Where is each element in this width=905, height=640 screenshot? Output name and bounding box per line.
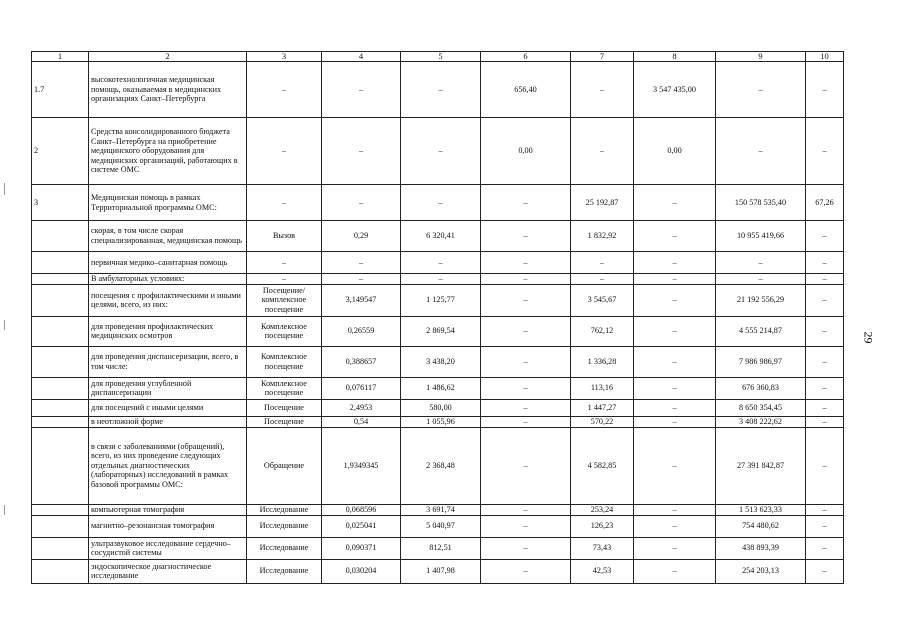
value-cell: – — [634, 252, 716, 274]
unit-cell: – — [247, 274, 322, 285]
row-number-cell — [32, 252, 89, 274]
value-cell: – — [571, 274, 634, 285]
value-cell: 113,16 — [571, 377, 634, 399]
column-header: 1 — [32, 52, 89, 62]
value-cell: – — [481, 284, 571, 316]
description-cell: в неотложной форме — [89, 416, 247, 427]
value-cell: – — [481, 274, 571, 285]
unit-cell: Вызов — [247, 221, 322, 252]
value-cell: – — [634, 377, 716, 399]
unit-cell: – — [247, 185, 322, 221]
value-cell: 1 447,27 — [571, 399, 634, 416]
value-cell: – — [806, 537, 844, 559]
value-cell: – — [481, 346, 571, 377]
value-cell: 6 320,41 — [401, 221, 481, 252]
value-cell: 253,24 — [571, 504, 634, 515]
value-cell: – — [716, 252, 806, 274]
value-cell: 676 360,83 — [716, 377, 806, 399]
value-cell: 4 582,85 — [571, 427, 634, 504]
value-cell: – — [571, 62, 634, 118]
margin-mark — [4, 505, 5, 515]
unit-cell: Комплексное посещение — [247, 377, 322, 399]
value-cell: – — [481, 221, 571, 252]
value-cell: – — [401, 185, 481, 221]
value-cell: 3 408 222,62 — [716, 416, 806, 427]
description-cell: компьютерная томография — [89, 504, 247, 515]
unit-cell: Комплексное посещение — [247, 346, 322, 377]
value-cell: 1 513 623,33 — [716, 504, 806, 515]
description-cell: для проведения профилактических медицинских осмотров — [89, 316, 247, 346]
margin-mark — [4, 320, 5, 330]
value-cell: 25 192,87 — [571, 185, 634, 221]
column-header: 5 — [401, 52, 481, 62]
value-cell: 3 545,67 — [571, 284, 634, 316]
value-cell: – — [481, 316, 571, 346]
description-cell: Медицинская помощь в рамках Территориальной программы ОМС: — [89, 185, 247, 221]
value-cell: – — [634, 515, 716, 537]
value-cell: 42,53 — [571, 559, 634, 583]
value-cell: 21 192 556,29 — [716, 284, 806, 316]
value-cell: – — [401, 252, 481, 274]
value-cell: – — [806, 221, 844, 252]
value-cell: 1 336,28 — [571, 346, 634, 377]
value-cell: 0,030204 — [322, 559, 401, 583]
row-number-cell — [32, 399, 89, 416]
column-header: 6 — [481, 52, 571, 62]
value-cell: 2 368,48 — [401, 427, 481, 504]
value-cell: 3 547 435,00 — [634, 62, 716, 118]
value-cell: – — [401, 118, 481, 185]
value-cell: 7 986 986,97 — [716, 346, 806, 377]
table-row — [32, 416, 844, 427]
table-row — [32, 515, 844, 537]
description-cell: посещения с профилактическими и иными целями, всего, из них: — [89, 284, 247, 316]
row-number-cell — [32, 274, 89, 285]
column-header: 9 — [716, 52, 806, 62]
value-cell: 0,388657 — [322, 346, 401, 377]
unit-cell: Посещение/ комплексное посещение — [247, 284, 322, 316]
row-number-cell — [32, 504, 89, 515]
value-cell: – — [806, 62, 844, 118]
description-cell: в связи с заболеваниями (обращений), всего, из них проведение следующих отдельных диагностических (лабораторных) исследований в рамках базовой программы ОМС: — [89, 427, 247, 504]
value-cell: 1 486,62 — [401, 377, 481, 399]
value-cell: – — [634, 427, 716, 504]
unit-cell: Посещение — [247, 399, 322, 416]
value-cell: 0,090371 — [322, 537, 401, 559]
table-row — [32, 559, 844, 583]
unit-cell: – — [247, 62, 322, 118]
value-cell: – — [806, 274, 844, 285]
row-number-cell: 1.7 — [32, 62, 89, 118]
value-cell: – — [481, 559, 571, 583]
value-cell: 126,23 — [571, 515, 634, 537]
value-cell: – — [716, 62, 806, 118]
value-cell: – — [806, 118, 844, 185]
value-cell: – — [806, 252, 844, 274]
value-cell: – — [634, 416, 716, 427]
unit-cell: Посещение — [247, 416, 322, 427]
table-row — [32, 504, 844, 515]
description-cell: В амбулаторных условиях: — [89, 274, 247, 285]
value-cell: – — [322, 62, 401, 118]
value-cell: 0,068596 — [322, 504, 401, 515]
table-row — [32, 316, 844, 346]
value-cell: – — [481, 377, 571, 399]
value-cell: – — [716, 274, 806, 285]
value-cell: – — [481, 185, 571, 221]
column-header: 2 — [89, 52, 247, 62]
description-cell: Средства консолидированного бюджета Санкт–Петербурга на приобретение медицинского оборудования для медицинских организаций, работающих в системе ОМС — [89, 118, 247, 185]
margin-mark — [4, 183, 5, 195]
value-cell: – — [634, 559, 716, 583]
value-cell: 656,40 — [481, 62, 571, 118]
value-cell: 0,00 — [634, 118, 716, 185]
value-cell: – — [322, 185, 401, 221]
value-cell: – — [481, 399, 571, 416]
value-cell: – — [322, 252, 401, 274]
description-cell: магнитно–резонансная томография — [89, 515, 247, 537]
table-row — [32, 537, 844, 559]
value-cell: 3,149547 — [322, 284, 401, 316]
value-cell: 0,025041 — [322, 515, 401, 537]
description-cell: скорая, в том числе скорая специализированная, медицинская помощь — [89, 221, 247, 252]
value-cell: 1 055,96 — [401, 416, 481, 427]
value-cell: 570,22 — [571, 416, 634, 427]
value-cell: 1 832,92 — [571, 221, 634, 252]
value-cell: – — [806, 515, 844, 537]
value-cell: 67,26 — [806, 185, 844, 221]
value-cell: – — [481, 504, 571, 515]
row-number-cell — [32, 416, 89, 427]
value-cell: 0,00 — [481, 118, 571, 185]
unit-cell: Исследование — [247, 504, 322, 515]
value-cell: – — [806, 377, 844, 399]
value-cell: – — [634, 504, 716, 515]
value-cell: – — [634, 221, 716, 252]
value-cell: 0,54 — [322, 416, 401, 427]
value-cell: 2,4953 — [322, 399, 401, 416]
value-cell: 438 893,39 — [716, 537, 806, 559]
value-cell: 0,076117 — [322, 377, 401, 399]
value-cell: – — [322, 274, 401, 285]
value-cell: – — [634, 346, 716, 377]
column-header: 4 — [322, 52, 401, 62]
value-cell: – — [634, 284, 716, 316]
value-cell: 812,51 — [401, 537, 481, 559]
value-cell: – — [806, 559, 844, 583]
row-number-cell — [32, 221, 89, 252]
table-row — [32, 252, 844, 274]
value-cell: 0,29 — [322, 221, 401, 252]
value-cell: – — [806, 504, 844, 515]
value-cell: 3 438,20 — [401, 346, 481, 377]
value-cell: 73,43 — [571, 537, 634, 559]
value-cell: – — [481, 537, 571, 559]
data-table — [31, 51, 844, 584]
description-cell: первичная медико–санитарная помощь — [89, 252, 247, 274]
row-number-cell — [32, 316, 89, 346]
value-cell: – — [481, 416, 571, 427]
unit-cell: – — [247, 118, 322, 185]
value-cell: – — [634, 316, 716, 346]
table-row — [32, 274, 844, 285]
value-cell: – — [806, 416, 844, 427]
column-header: 8 — [634, 52, 716, 62]
value-cell: 5 040,97 — [401, 515, 481, 537]
value-cell: – — [634, 274, 716, 285]
column-header: 10 — [806, 52, 844, 62]
value-cell: – — [634, 537, 716, 559]
value-cell: 3 691,74 — [401, 504, 481, 515]
value-cell: 4 555 214,87 — [716, 316, 806, 346]
value-cell: 580,00 — [401, 399, 481, 416]
unit-cell: Комплексное посещение — [247, 316, 322, 346]
row-number-cell — [32, 427, 89, 504]
value-cell: 8 650 354,45 — [716, 399, 806, 416]
table-row — [32, 284, 844, 316]
value-cell: – — [806, 427, 844, 504]
table-row — [32, 399, 844, 416]
table-row — [32, 427, 844, 504]
unit-cell: Исследование — [247, 515, 322, 537]
page-number: 29 — [861, 331, 876, 344]
value-cell: 1 125,77 — [401, 284, 481, 316]
header-row — [32, 52, 844, 62]
value-cell: 1 407,98 — [401, 559, 481, 583]
value-cell: 762,12 — [571, 316, 634, 346]
value-cell: – — [634, 399, 716, 416]
value-cell: 10 955 419,66 — [716, 221, 806, 252]
description-cell: для проведения диспансеризации, всего, в том числе: — [89, 346, 247, 377]
value-cell: – — [401, 62, 481, 118]
value-cell: 1,9349345 — [322, 427, 401, 504]
row-number-cell — [32, 515, 89, 537]
table-row — [32, 62, 844, 118]
value-cell: 2 869,54 — [401, 316, 481, 346]
unit-cell: Обращение — [247, 427, 322, 504]
table-row — [32, 221, 844, 252]
description-cell: для проведения углубленной диспансеризации — [89, 377, 247, 399]
value-cell: – — [571, 118, 634, 185]
value-cell: – — [634, 185, 716, 221]
value-cell: – — [806, 316, 844, 346]
table-row — [32, 118, 844, 185]
description-cell: эндоскопическое диагностическое исследование — [89, 559, 247, 583]
value-cell: – — [481, 427, 571, 504]
unit-cell: Исследование — [247, 537, 322, 559]
row-number-cell — [32, 346, 89, 377]
description-cell: для посещений с иными целями — [89, 399, 247, 416]
value-cell: – — [716, 118, 806, 185]
value-cell: 254 203,13 — [716, 559, 806, 583]
row-number-cell — [32, 284, 89, 316]
value-cell: – — [571, 252, 634, 274]
row-number-cell — [32, 537, 89, 559]
unit-cell: Исследование — [247, 559, 322, 583]
value-cell: – — [401, 274, 481, 285]
value-cell: – — [806, 399, 844, 416]
column-header: 7 — [571, 52, 634, 62]
value-cell: 150 578 535,40 — [716, 185, 806, 221]
row-number-cell: 3 — [32, 185, 89, 221]
value-cell: 27 391 842,87 — [716, 427, 806, 504]
description-cell: ультразвуковое исследование сердечно–сосудистой системы — [89, 537, 247, 559]
value-cell: – — [481, 515, 571, 537]
value-cell: – — [806, 346, 844, 377]
value-cell: – — [481, 252, 571, 274]
table-row — [32, 377, 844, 399]
description-cell: высокотехнологичная медицинская помощь, оказываемая в медицинских организациях Санкт–Петербурга — [89, 62, 247, 118]
row-number-cell: 2 — [32, 118, 89, 185]
unit-cell: – — [247, 252, 322, 274]
row-number-cell — [32, 559, 89, 583]
value-cell: – — [806, 284, 844, 316]
value-cell: 754 480,62 — [716, 515, 806, 537]
row-number-cell — [32, 377, 89, 399]
column-header: 3 — [247, 52, 322, 62]
value-cell: – — [322, 118, 401, 185]
table-row — [32, 185, 844, 221]
value-cell: 0,26559 — [322, 316, 401, 346]
table-row — [32, 346, 844, 377]
